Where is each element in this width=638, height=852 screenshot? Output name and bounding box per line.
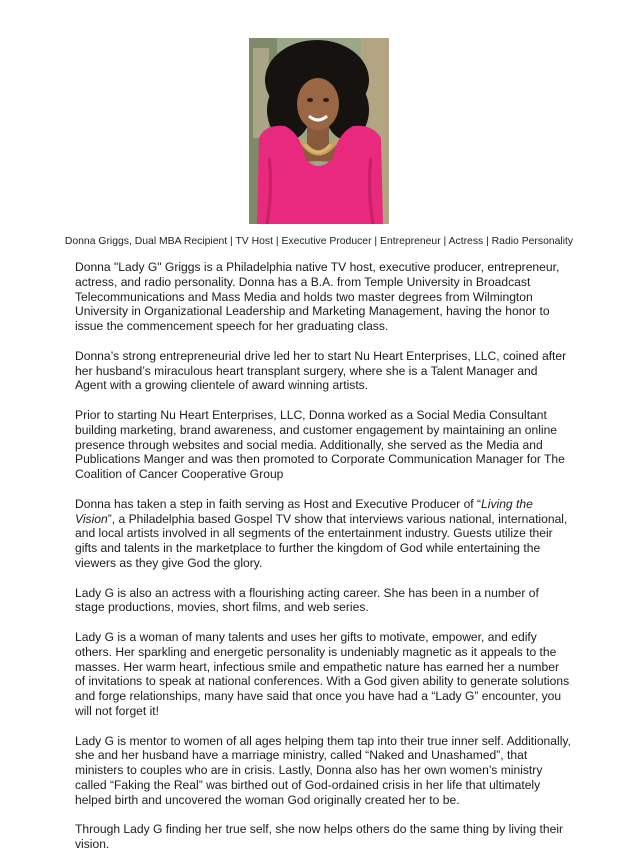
bio-paragraph-acting: Lady G is also an actress with a flourishing acting career. She has been in a number of stage productions, movies, short films, and web series.: [75, 585, 539, 615]
tv-show-title: Living the Vision: [75, 496, 533, 526]
tv-show-text-before: Donna has taken a step in faith serving as Host and Executive Producer of “: [75, 496, 482, 511]
bio-paragraph-closing: Through Lady G finding her true self, she now helps others do the same thing by living their vision.: [75, 822, 564, 852]
bio-paragraph-intro: Donna "Lady G" Griggs is a Philadelphia native TV host, executive producer, entrepreneur, actress, and radio personality. Donna has a B.A. from Temple University in Broadcast Telecommunications and Mass Media and holds two master degrees from Wilmington University in Organizational Leadership and Marketing Management, having the honor to issue the commencement speech for her graduating class.: [75, 260, 560, 334]
tv-show-text-after: ”, a Philadelphia based Gospel TV show that interviews various national, international, and local artists involved in all segments of the entertainment industry. Guests utilize their gifts and talents in the marketplace to further the kingdom of God while entertaining the viewers as they give God the glory.: [75, 511, 568, 570]
bio-paragraph-ministry: Lady G is mentor to women of all ages helping them tap into their true inner self. Additionally, she and her husband have a marriage ministry, called “Naked and Unashamed”, that ministers to couples who are in crisis. Lastly, Donna also has her own women’s ministry called “Faking the Real” was birthed out of God-ordained crisis in her life that ultimately helped birth and uncovered the woman God originally created her to be.: [75, 733, 571, 807]
bio-paragraph-talents: Lady G is a woman of many talents and uses her gifts to motivate, empower, and edify others. Her sparkling and energetic personality is undeniably magnetic as it appeals to the masses. Her warm heart, infectious smile and empathetic nature has earned her a number of invitations to speak at national conferences. With a God given ability to generate solutions and forge relationships, many have said that once you have had a “Lady G” encounter, you will not forget it!: [75, 629, 570, 718]
portrait-photo: [249, 38, 389, 224]
bio-paragraph-career: Prior to starting Nu Heart Enterprises, LLC, Donna worked as a Social Media Consultant building marketing, brand awareness, and customer engagement by maintaining an online presence through websites and social media. Additionally, she served as the Media and Publications Manger and was then promoted to Corporate Communication Manager for The Coalition of Cancer Cooperative Group: [75, 407, 565, 482]
biography-text: [75, 260, 571, 852]
bio-paragraph-tv-show: [75, 497, 571, 571]
bio-paragraph-enterprise: Donna’s strong entrepreneurial drive led her to start Nu Heart Enterprises, LLC, coined after her husband’s miraculous heart transplant surgery, where she is a Talent Manager and Agent with a growing clientele of award winning artists.: [75, 348, 567, 393]
photo-caption: Donna Griggs, Dual MBA Recipient | TV Host | Executive Producer | Entrepreneur | Actress | Radio Personality: [64, 236, 574, 247]
